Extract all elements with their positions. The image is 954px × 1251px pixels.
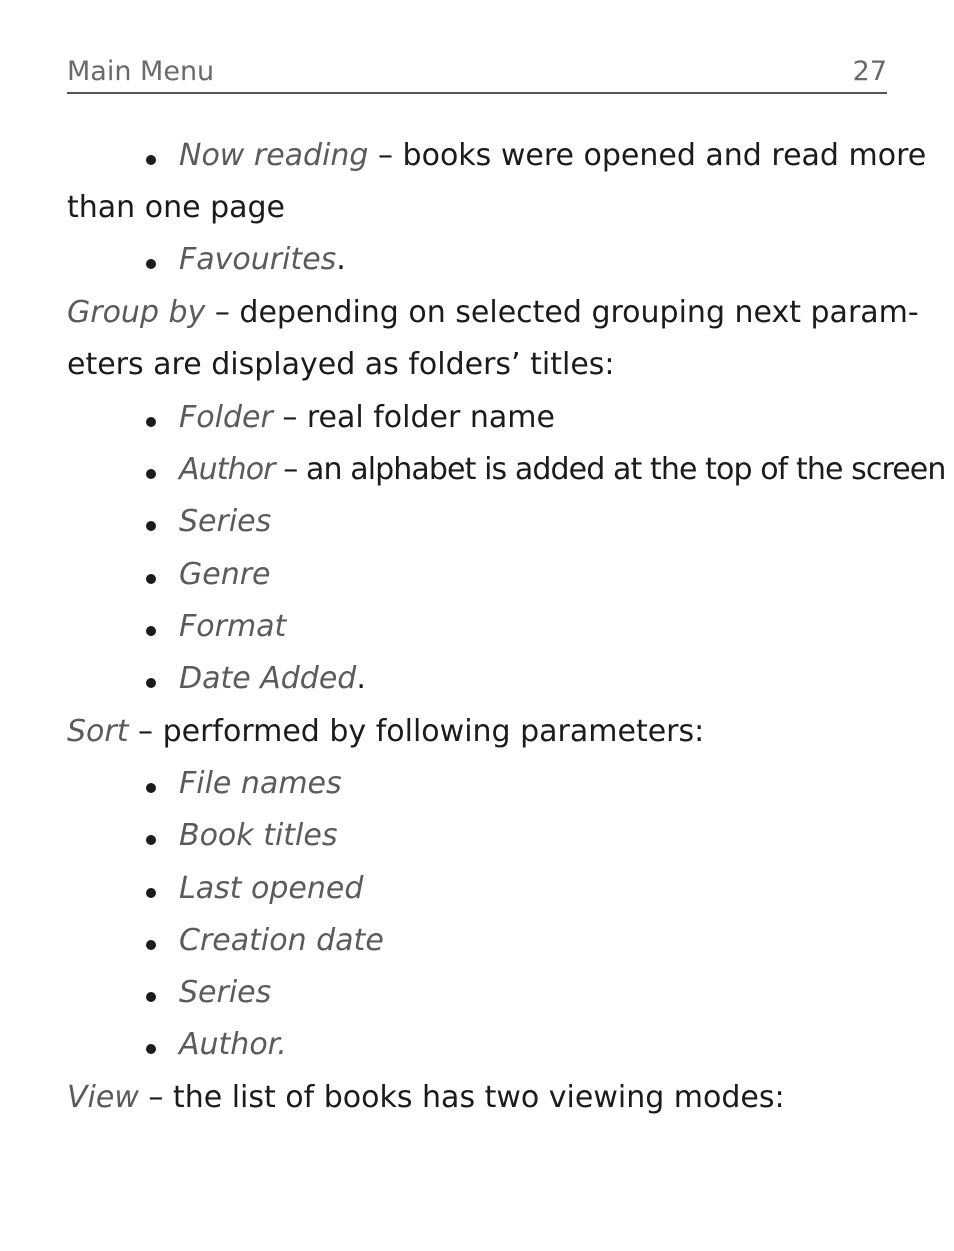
bullet-icon bbox=[146, 521, 156, 531]
bullet-icon bbox=[146, 835, 156, 845]
bullet-icon bbox=[146, 678, 156, 688]
bullet-icon bbox=[146, 992, 156, 1002]
bullet-icon bbox=[146, 888, 156, 898]
bullet-icon bbox=[146, 155, 156, 165]
term-view: View bbox=[67, 1080, 139, 1115]
bullet-icon bbox=[146, 417, 156, 427]
bullet-icon bbox=[146, 940, 156, 950]
sort-paragraph bbox=[67, 714, 704, 749]
now-reading-description-continued: than one page bbox=[67, 190, 285, 225]
bullet-icon bbox=[146, 783, 156, 793]
bullet-icon bbox=[146, 626, 156, 636]
group-by-description-continued: eters are displayed as folders’ titles: bbox=[67, 347, 615, 382]
view-description: – the list of books has two viewing modes: bbox=[138, 1080, 785, 1115]
term-favourites: Favourites bbox=[179, 242, 337, 277]
now-reading-description: – books were opened and read more bbox=[368, 138, 927, 173]
term-sort: Sort bbox=[67, 714, 129, 749]
group-by-paragraph bbox=[67, 295, 919, 330]
bullet-icon bbox=[146, 1044, 156, 1054]
view-paragraph bbox=[67, 1080, 785, 1115]
term-group-by: Group by bbox=[67, 295, 206, 330]
sort-description: – performed by following parameters: bbox=[128, 714, 705, 749]
page-header bbox=[67, 54, 887, 94]
bullet-icon bbox=[146, 574, 156, 584]
group-by-description: – depending on selected grouping next param- bbox=[205, 295, 919, 330]
term-now-reading: Now reading bbox=[179, 138, 369, 173]
section-title: Main Menu bbox=[67, 56, 215, 87]
bullet-icon bbox=[146, 469, 156, 479]
bullet-icon bbox=[146, 259, 156, 269]
page-number: 27 bbox=[852, 56, 887, 87]
